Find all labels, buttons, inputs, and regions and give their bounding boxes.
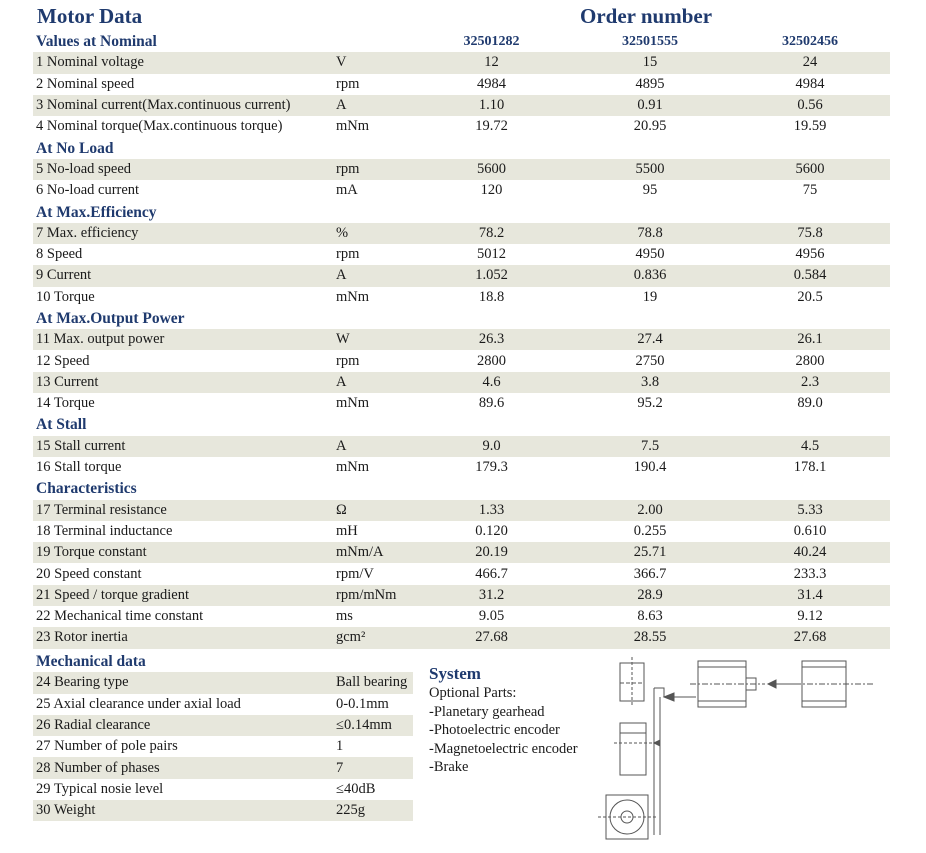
order-number-cell: 32501555 — [622, 34, 678, 50]
parameter-label: 16 Stall torque — [36, 459, 122, 476]
parameter-label: 20 Speed constant — [36, 565, 142, 582]
value-cell: 8.63 — [637, 608, 663, 625]
value-cell: 75.8 — [730, 223, 890, 244]
unit-cell: mA — [336, 182, 358, 199]
value-cell: 4.6 — [413, 372, 570, 393]
value-cell: 9.12 — [797, 608, 823, 625]
unit-cell: mH — [336, 522, 358, 539]
value-cell: 4956 — [795, 246, 825, 263]
table-row — [33, 542, 890, 563]
value-cell: 89.0 — [797, 395, 823, 412]
table-row — [33, 585, 890, 606]
table-row — [33, 672, 413, 693]
value-cell: 5600 — [730, 159, 890, 180]
value-cell: 179.3 — [475, 459, 508, 476]
table-row — [33, 757, 413, 778]
parameter-label: 10 Torque — [36, 288, 95, 305]
value-cell: 12 — [413, 52, 570, 73]
value-cell: 15 — [570, 52, 730, 73]
motor-system-diagram — [590, 655, 890, 851]
value-cell: 1.052 — [413, 265, 570, 286]
value-cell: 7.5 — [570, 436, 730, 457]
value-cell: 40.24 — [730, 542, 890, 563]
parameter-label: 8 Speed — [36, 246, 83, 263]
value-cell: 19.72 — [475, 118, 508, 135]
table-row — [33, 74, 890, 95]
value-cell: ≤40dB — [336, 780, 376, 797]
unit-cell: ms — [336, 608, 353, 625]
unit-cell: rpm/mNm — [333, 585, 413, 606]
motor-data-table — [33, 31, 890, 649]
value-cell: 89.6 — [478, 395, 505, 412]
section-header — [33, 137, 890, 158]
motor-data-title: Motor Data — [37, 4, 143, 28]
unit-cell: A — [333, 265, 413, 286]
value-cell: 24 — [730, 52, 890, 73]
table-row — [33, 457, 890, 478]
table-row — [33, 627, 890, 648]
unit-cell: rpm — [336, 75, 360, 92]
unit-cell — [333, 31, 413, 52]
value-cell: 120 — [480, 182, 503, 199]
value-cell: 26.3 — [413, 329, 570, 350]
value-cell: 3.8 — [570, 372, 730, 393]
table-row — [33, 694, 413, 715]
parameter-label: 14 Torque — [36, 395, 95, 412]
value-cell: 26.1 — [730, 329, 890, 350]
value-cell: 25.71 — [570, 542, 730, 563]
value-cell: 366.7 — [633, 565, 667, 582]
value-cell: 178.1 — [793, 459, 827, 476]
value-cell: 95.2 — [637, 395, 663, 412]
value-cell: 95 — [642, 182, 658, 199]
value-cell: 4984 — [477, 75, 506, 92]
unit-cell: A — [333, 436, 413, 457]
parameter-label: 3 Nominal current(Max.continuous current) — [33, 95, 333, 116]
section-header — [33, 478, 890, 499]
table-row — [33, 563, 890, 584]
table-row — [33, 329, 890, 350]
parameter-label: 27 Number of pole pairs — [36, 738, 178, 755]
table-row — [33, 159, 890, 180]
table-row — [33, 393, 890, 414]
unit-cell: % — [333, 223, 413, 244]
value-cell: 2750 — [635, 352, 665, 369]
table-row — [33, 436, 890, 457]
unit-cell: mNm — [336, 395, 370, 412]
unit-cell: rpm — [336, 246, 360, 263]
parameter-label: 19 Torque constant — [33, 542, 333, 563]
value-cell: 0.91 — [570, 95, 730, 116]
value-cell: 1.10 — [413, 95, 570, 116]
magnetic-encoder-drawing — [606, 795, 648, 839]
system-line: -Photoelectric encoder — [429, 722, 560, 738]
value-cell: 1 — [336, 738, 344, 755]
value-cell: 31.2 — [413, 585, 570, 606]
value-cell: 225g — [333, 800, 413, 821]
value-cell: 27.68 — [413, 627, 570, 648]
parameter-label: 24 Bearing type — [33, 672, 333, 693]
value-cell: 78.2 — [413, 223, 570, 244]
value-cell: 0.836 — [570, 265, 730, 286]
unit-cell: mNm — [336, 118, 370, 135]
value-cell: 4895 — [635, 75, 665, 92]
parameter-label: 6 No-load current — [36, 182, 140, 199]
parameter-label: 5 No-load speed — [33, 159, 333, 180]
value-cell: 2.00 — [570, 500, 730, 521]
system-title: System — [429, 664, 481, 683]
section-title: At Max.Efficiency — [36, 203, 157, 221]
value-cell: 19.59 — [793, 118, 827, 135]
section-header — [33, 414, 890, 435]
section-header — [33, 651, 413, 672]
unit-cell: rpm — [336, 352, 360, 369]
value-cell: 2800 — [795, 352, 825, 369]
value-cell: 2.3 — [730, 372, 890, 393]
parameter-label: 23 Rotor inertia — [33, 627, 333, 648]
table-row — [33, 287, 890, 308]
value-cell: 5600 — [413, 159, 570, 180]
section-header — [33, 308, 890, 329]
unit-cell: rpm — [333, 159, 413, 180]
values-at-nominal-header — [33, 31, 890, 52]
unit-cell: V — [333, 52, 413, 73]
table-row — [33, 800, 413, 821]
value-cell: 0.120 — [475, 522, 508, 539]
parameter-label: 1 Nominal voltage — [33, 52, 333, 73]
parameter-label: 25 Axial clearance under axial load — [36, 695, 241, 712]
table-row — [33, 350, 890, 371]
parameter-label: 17 Terminal resistance — [33, 500, 333, 521]
table-row — [33, 223, 890, 244]
value-cell: 1.33 — [413, 500, 570, 521]
table-row — [33, 521, 890, 542]
unit-cell: mNm — [336, 288, 370, 305]
table-row — [33, 95, 890, 116]
parameter-label: 28 Number of phases — [33, 757, 333, 778]
unit-cell: mNm — [336, 459, 370, 476]
unit-cell: rpm/V — [336, 565, 374, 582]
system-line: -Brake — [429, 759, 469, 775]
value-cell: 5.33 — [730, 500, 890, 521]
parameter-label: 22 Mechanical time constant — [36, 608, 204, 625]
value-cell: 9.05 — [478, 608, 505, 625]
value-cell: 31.4 — [730, 585, 890, 606]
table-row — [33, 52, 890, 73]
encoder-drawing — [620, 723, 646, 775]
system-line: -Magnetoelectric encoder — [429, 740, 578, 757]
parameter-label: 29 Typical nosie level — [36, 780, 164, 797]
unit-cell: gcm² — [333, 627, 413, 648]
system-panel — [429, 664, 609, 777]
value-cell: 4984 — [795, 75, 825, 92]
value-cell: 0.56 — [730, 95, 890, 116]
value-cell: 466.7 — [475, 565, 508, 582]
section-header — [33, 201, 890, 222]
value-cell: 28.9 — [570, 585, 730, 606]
value-cell: 9.0 — [413, 436, 570, 457]
order-number-title: Order number — [580, 4, 713, 28]
section-title: Mechanical data — [36, 653, 146, 671]
mechanical-data-table — [33, 651, 413, 821]
section-title: Values at Nominal — [36, 33, 157, 51]
parameter-label: 7 Max. efficiency — [33, 223, 333, 244]
parameter-label: 11 Max. output power — [33, 329, 333, 350]
order-number-cell: 32501282 — [463, 34, 520, 50]
value-cell: 0.255 — [633, 522, 667, 539]
table-row — [33, 736, 413, 757]
table-row — [33, 606, 890, 627]
value-cell: 0-0.1mm — [336, 695, 389, 712]
table-row — [33, 779, 413, 800]
value-cell: 20.95 — [633, 118, 667, 135]
value-cell: 2800 — [477, 352, 506, 369]
parameter-label: 13 Current — [33, 372, 333, 393]
section-title: At Stall — [36, 416, 87, 434]
parameter-label: 18 Terminal inductance — [36, 522, 173, 539]
unit-cell: Ω — [333, 500, 413, 521]
value-cell: 190.4 — [633, 459, 667, 476]
parameter-label: 30 Weight — [33, 800, 333, 821]
value-cell: 233.3 — [793, 565, 827, 582]
value-cell: 28.55 — [570, 627, 730, 648]
section-title: At No Load — [36, 139, 114, 157]
value-cell: 7 — [333, 757, 413, 778]
table-row — [33, 265, 890, 286]
table-row — [33, 715, 413, 736]
table-row — [33, 116, 890, 137]
table-row — [33, 180, 890, 201]
value-cell: 5012 — [477, 246, 506, 263]
unit-cell: mNm/A — [333, 542, 413, 563]
value-cell: Ball bearing — [333, 672, 413, 693]
parameter-label: 2 Nominal speed — [36, 75, 135, 92]
unit-cell: A — [333, 372, 413, 393]
table-row — [33, 500, 890, 521]
parameter-label: 4 Nominal torque(Max.continuous torque) — [36, 118, 283, 135]
value-cell: 18.8 — [478, 288, 505, 305]
value-cell: 19 — [642, 288, 658, 305]
unit-cell: A — [333, 95, 413, 116]
value-cell: ≤0.14mm — [333, 715, 413, 736]
value-cell: 4.5 — [730, 436, 890, 457]
order-number-cell: 32502456 — [782, 34, 838, 50]
value-cell: 78.8 — [570, 223, 730, 244]
parameter-label: 26 Radial clearance — [33, 715, 333, 736]
parameter-label: 9 Current — [33, 265, 333, 286]
table-row — [33, 244, 890, 265]
value-cell: 27.4 — [570, 329, 730, 350]
section-title: Characteristics — [36, 480, 137, 498]
parameter-label: 15 Stall current — [33, 436, 333, 457]
value-cell: 75 — [802, 182, 818, 199]
parameter-label: 21 Speed / torque gradient — [33, 585, 333, 606]
value-cell: 0.610 — [793, 522, 827, 539]
system-line: Optional Parts: — [429, 685, 517, 701]
value-cell: 5500 — [570, 159, 730, 180]
unit-cell: W — [333, 329, 413, 350]
value-cell: 27.68 — [730, 627, 890, 648]
value-cell: 20.19 — [413, 542, 570, 563]
value-cell: 0.584 — [730, 265, 890, 286]
system-line: -Planetary gearhead — [429, 703, 545, 720]
parameter-label: 12 Speed — [36, 352, 90, 369]
value-cell: 4950 — [635, 246, 665, 263]
value-cell: 20.5 — [797, 288, 823, 305]
table-row — [33, 372, 890, 393]
section-title: At Max.Output Power — [36, 310, 185, 327]
